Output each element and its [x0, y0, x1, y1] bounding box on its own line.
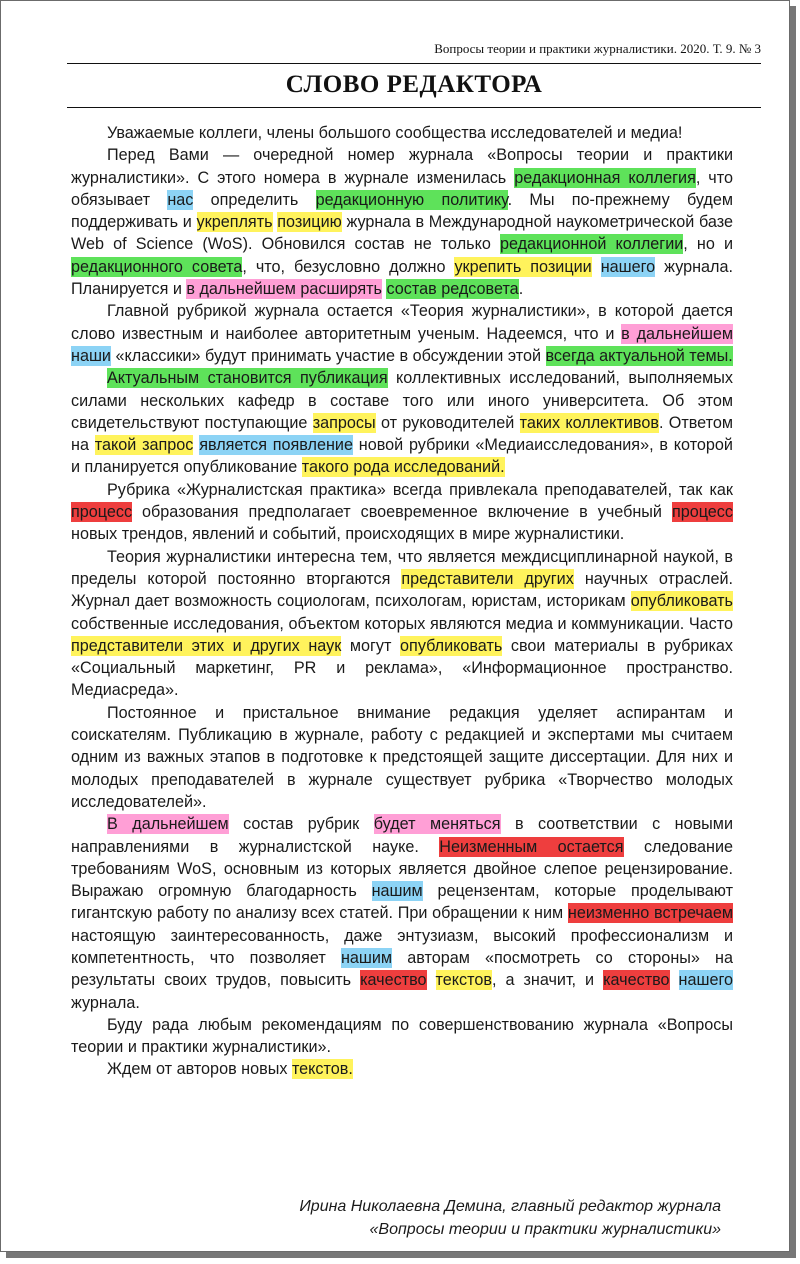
highlight-yellow: укреплять: [196, 213, 273, 232]
text-segment: , но и: [683, 235, 733, 254]
paragraph: [71, 813, 733, 1014]
text-segment: Постоянное и пристальное внимание редакция уделяет аспирантам и соискателям. Публикацию в журнале, работу с редакцией и экспертами мы считаем одним из важных этапов в подготовке к предстоящей защите диссертации. Для них и молодых преподавателей в журнале существует рубрика «Творчество молодых исследователей».: [71, 703, 733, 811]
highlight-yellow: представители этих и других наук: [71, 636, 342, 655]
highlight-red: процесс: [671, 503, 733, 522]
highlight-yellow: таких коллективов: [519, 413, 659, 432]
text-segment: в соответствии с новыми направлениями в журналистской науке.: [71, 815, 733, 856]
highlight-pink: в дальнейшем расширять: [186, 280, 382, 299]
text-segment: Ждем от авторов новых: [107, 1060, 292, 1079]
header-rule-top: [67, 63, 761, 64]
highlight-yellow: опубликовать: [400, 636, 503, 655]
highlight-green: редакционную политику: [315, 190, 508, 209]
paragraph: [71, 1014, 733, 1059]
highlight-green: редакционного совета: [71, 257, 243, 276]
text-segment: рецензентам, которые проделывают гигантскую работу по анализу всех статей. При обращении к ним: [71, 882, 733, 923]
text-segment: .: [518, 280, 524, 299]
text-segment: настоящую заинтересованность, даже энтузиазм, высокий профессионализм и компетентность, что позволяет: [71, 926, 733, 967]
running-head: Вопросы теории и практики журналистики. 2020. Т. 9. № 3: [434, 41, 761, 56]
text-segment: определить: [193, 190, 316, 209]
text-segment: , что обязывает: [71, 168, 733, 209]
paragraph: [71, 300, 733, 367]
highlight-green: состав редсовета: [386, 280, 519, 299]
highlight-yellow: опубликовать: [630, 592, 733, 611]
text-segment: Буду рада любым рекомендациям по совершенствованию журнала «Вопросы теории и практики журналистики».: [71, 1015, 733, 1057]
highlight-yellow: представители других: [401, 569, 574, 588]
highlight-pink: будет меняться: [373, 815, 501, 834]
page-title: СЛОВО РЕДАКТОРА: [285, 71, 543, 98]
paragraph: [71, 1058, 733, 1080]
text-segment: . Мы по-прежнему будем поддерживать и: [71, 190, 733, 232]
highlight-red: процесс: [71, 503, 133, 522]
text-segment: Уважаемые коллеги, члены большого сообщества исследователей и медиа!: [107, 124, 683, 142]
text-segment: новых трендов, явлений и событий, происходящих в мире журналистики.: [71, 525, 625, 544]
highlight-blue: наши: [71, 346, 111, 365]
paragraph: [71, 144, 733, 300]
text-segment: состав рубрик: [228, 815, 374, 834]
paragraph: [71, 546, 733, 702]
text-segment: Главной рубрикой журнала остается «Теория журналистики», в которой дается слово известным и наиболее авторитетным ученым. Надеемся, что и: [71, 302, 733, 343]
highlight-blue: нашего: [678, 971, 734, 990]
highlight-yellow: текстов: [435, 971, 492, 990]
text-segment: журнала. Планируется и: [71, 257, 733, 299]
highlight-yellow: такой запрос: [94, 436, 194, 455]
highlight-green: всегда актуальной темы.: [545, 346, 733, 365]
text-segment: , а значит, и: [491, 971, 604, 990]
highlight-red: неизменно встречаем: [567, 904, 733, 923]
highlight-blue: нас: [167, 190, 194, 209]
highlight-green: редакционной коллегии: [499, 235, 684, 254]
highlight-red: качество: [603, 971, 670, 990]
paragraph: [71, 367, 733, 478]
text-segment: , что, безусловно должно: [242, 257, 455, 276]
text-segment: могут: [341, 636, 401, 655]
highlight-blue: нашим: [371, 882, 423, 901]
text-segment: собственные исследования, объектом которых являются медиа и коммуникации. Часто: [71, 614, 733, 633]
text-segment: Рубрика «Журналистская практика» всегда привлекала преподавателей, так как: [107, 480, 733, 499]
text-segment: Перед Вами — очередной номер журнала «Вопросы теории и практики журналистики». С этого номера в журнале изменилась: [71, 146, 733, 187]
signature: [299, 1195, 721, 1241]
signature-line-2: «Вопросы теории и практики журналистики»: [369, 1221, 721, 1238]
paragraph: [71, 122, 733, 144]
highlight-yellow: запросы: [312, 413, 376, 432]
paragraph: [71, 702, 733, 813]
text-segment: [670, 971, 679, 989]
highlight-pink: В дальнейшем: [107, 815, 229, 834]
text-segment: [592, 258, 601, 276]
highlight-blue: является появление: [199, 436, 353, 455]
text-segment: научных отраслей. Журнал дает возможность социологам, психологам, юристам, историкам: [71, 569, 733, 611]
highlight-red: Неизменным остается: [439, 837, 624, 856]
text-segment: [427, 971, 436, 989]
highlight-green: Актуальным становится публикация: [107, 369, 388, 388]
text-segment: журнала в Международной наукометрической базе Web of Science (WoS). Обновился состав не только: [71, 213, 733, 254]
highlight-pink: в дальнейшем: [621, 324, 733, 343]
highlight-blue: нашего: [600, 257, 656, 276]
paragraph: [71, 479, 733, 546]
text-segment: следование требованиям WoS, основным из которых является двойное слепое рецензирование. Выражаю огромную благодарность: [71, 837, 733, 901]
text-segment: свои материалы в рубриках «Социальный маркетинг, PR и реклама», «Информационное пространство. Медиасреда».: [71, 636, 733, 700]
highlight-red: качество: [360, 971, 427, 990]
highlight-blue: нашим: [340, 948, 393, 967]
highlight-yellow: текстов.: [291, 1060, 353, 1079]
text-segment: Теория журналистики интересна тем, что является междисциплинарной наукой, в пределы которой постоянно вторгаются: [71, 547, 733, 588]
text-segment: . Ответом на: [71, 413, 734, 455]
text-segment: авторам «посмотреть со стороны» на результаты своих трудов, повысить: [71, 948, 734, 990]
highlight-yellow: такого рода исследований.: [301, 458, 505, 477]
highlight-green: редакционная коллегия: [514, 168, 696, 187]
highlight-yellow: позицию: [277, 213, 342, 232]
text-segment: журнала.: [71, 993, 140, 1012]
text-segment: образования предполагает своевременное включение в учебный: [132, 503, 672, 522]
text-segment: новой рубрики «Медиаисследования», в которой и планируется опубликование: [71, 436, 733, 477]
text-segment: «классики» будут принимать участие в обсуждении этой: [110, 346, 546, 365]
text-segment: коллективных исследований, выполняемых силами нескольких кафедр в составе того или иного университета. Об этом свидетельствуют поступающие: [71, 369, 734, 432]
editorial-body: [71, 122, 733, 1081]
header-rule-bottom: [67, 107, 761, 108]
signature-line-1: Ирина Николаевна Демина, главный редактор журнала: [299, 1198, 721, 1215]
highlight-yellow: укрепить позиции: [454, 257, 592, 276]
text-segment: от руководителей: [375, 413, 520, 432]
